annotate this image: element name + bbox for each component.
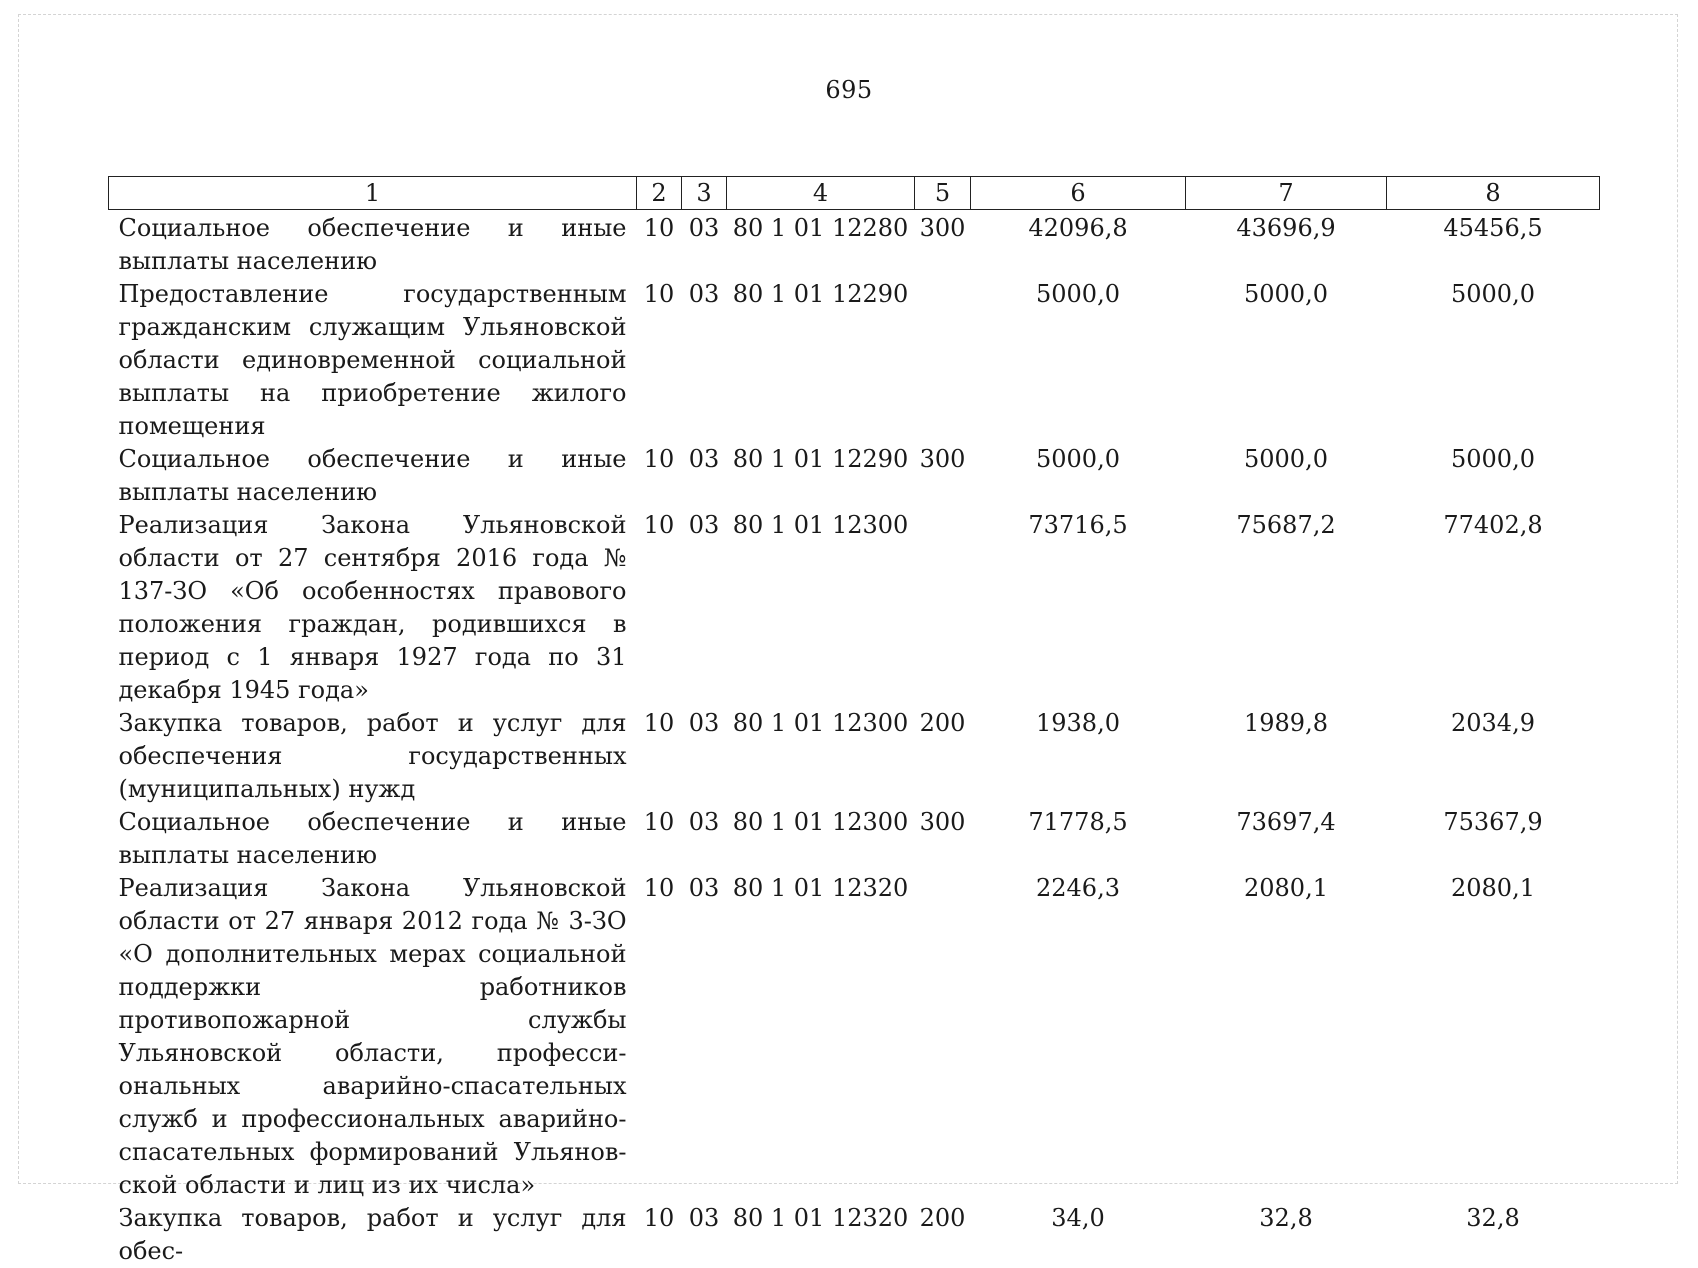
row-expense-type [915,509,971,707]
row-value-8: 32,8 [1387,1202,1600,1268]
column-header-4: 4 [727,177,915,210]
row-value-7: 43696,9 [1186,210,1387,279]
row-target-code: 80 1 01 12290 [727,278,915,443]
row-name: Закупка товаров, работ и услуг для обес- [109,1202,637,1268]
row-target-code: 80 1 01 12300 [727,707,915,806]
row-target-code: 80 1 01 12320 [727,872,915,1202]
row-subsection: 03 [682,443,727,509]
row-value-7: 1989,8 [1186,707,1387,806]
row-value-6: 73716,5 [971,509,1186,707]
row-value-8: 2034,9 [1387,707,1600,806]
row-section: 10 [637,707,682,806]
table-header [109,177,1600,210]
row-value-7: 5000,0 [1186,278,1387,443]
column-header-6: 6 [971,177,1186,210]
row-subsection: 03 [682,1202,727,1268]
row-value-7: 73697,4 [1186,806,1387,872]
row-name: Реализация Закона Ульяновской области от 27 января 2012 года № 3-ЗО «О дополнительных мерах социальной поддержки работников противопожарной службы Ульяновской области, профессиональных аварийно-спасательных служб и профессиональных аварийно-спасательных формирований Ульяновской области и лиц из их числа» [109,872,637,1202]
row-subsection: 03 [682,806,727,872]
table-row [109,278,1600,443]
row-name: Предоставление государственным гражданским служащим Ульяновской области единовременной социальной выплаты на приобретение жилого помещения [109,278,637,443]
table-row [109,707,1600,806]
row-value-8: 2080,1 [1387,872,1600,1202]
table-row [109,210,1600,279]
column-header-1: 1 [109,177,637,210]
row-value-6: 1938,0 [971,707,1186,806]
table-body [109,210,1600,1268]
table-row [109,872,1600,1202]
row-section: 10 [637,872,682,1202]
row-value-8: 77402,8 [1387,509,1600,707]
row-expense-type [915,872,971,1202]
row-target-code: 80 1 01 12300 [727,806,915,872]
row-target-code: 80 1 01 12300 [727,509,915,707]
column-header-5: 5 [915,177,971,210]
row-expense-type: 300 [915,210,971,279]
table-row [109,509,1600,707]
row-section: 10 [637,806,682,872]
row-section: 10 [637,278,682,443]
row-value-6: 42096,8 [971,210,1186,279]
row-value-7: 32,8 [1186,1202,1387,1268]
row-name: Социальное обеспечение и иные выплаты населению [109,210,637,279]
row-section: 10 [637,443,682,509]
column-header-3: 3 [682,177,727,210]
row-section: 10 [637,509,682,707]
row-value-6: 5000,0 [971,443,1186,509]
column-header-2: 2 [637,177,682,210]
row-value-8: 45456,5 [1387,210,1600,279]
table-header-row [109,177,1600,210]
row-expense-type: 200 [915,1202,971,1268]
row-value-8: 5000,0 [1387,278,1600,443]
row-expense-type: 300 [915,443,971,509]
row-name: Социальное обеспечение и иные выплаты населению [109,443,637,509]
row-value-6: 5000,0 [971,278,1186,443]
row-subsection: 03 [682,707,727,806]
table-row [109,806,1600,872]
row-value-8: 75367,9 [1387,806,1600,872]
row-section: 10 [637,210,682,279]
row-subsection: 03 [682,509,727,707]
table-row [109,1202,1600,1268]
row-expense-type [915,278,971,443]
row-value-7: 2080,1 [1186,872,1387,1202]
row-value-7: 75687,2 [1186,509,1387,707]
row-value-6: 2246,3 [971,872,1186,1202]
row-name: Социальное обеспечение и иные выплаты населению [109,806,637,872]
row-value-7: 5000,0 [1186,443,1387,509]
row-name: Закупка товаров, работ и услуг для обеспечения государственных (муниципальных) нужд [109,707,637,806]
row-subsection: 03 [682,210,727,279]
row-name: Реализация Закона Ульяновской области от 27 сентября 2016 года № 137-ЗО «Об особенностях правового положения граждан, родившихся в период с 1 января 1927 года по 31 декабря 1945 года» [109,509,637,707]
row-subsection: 03 [682,278,727,443]
row-target-code: 80 1 01 12290 [727,443,915,509]
row-value-8: 5000,0 [1387,443,1600,509]
row-expense-type: 300 [915,806,971,872]
column-header-8: 8 [1387,177,1600,210]
budget-table [108,176,1600,1268]
table-row [109,443,1600,509]
row-subsection: 03 [682,872,727,1202]
page-number: 695 [0,76,1698,104]
row-target-code: 80 1 01 12280 [727,210,915,279]
row-value-6: 34,0 [971,1202,1186,1268]
row-value-6: 71778,5 [971,806,1186,872]
row-target-code: 80 1 01 12320 [727,1202,915,1268]
row-expense-type: 200 [915,707,971,806]
column-header-7: 7 [1186,177,1387,210]
row-section: 10 [637,1202,682,1268]
